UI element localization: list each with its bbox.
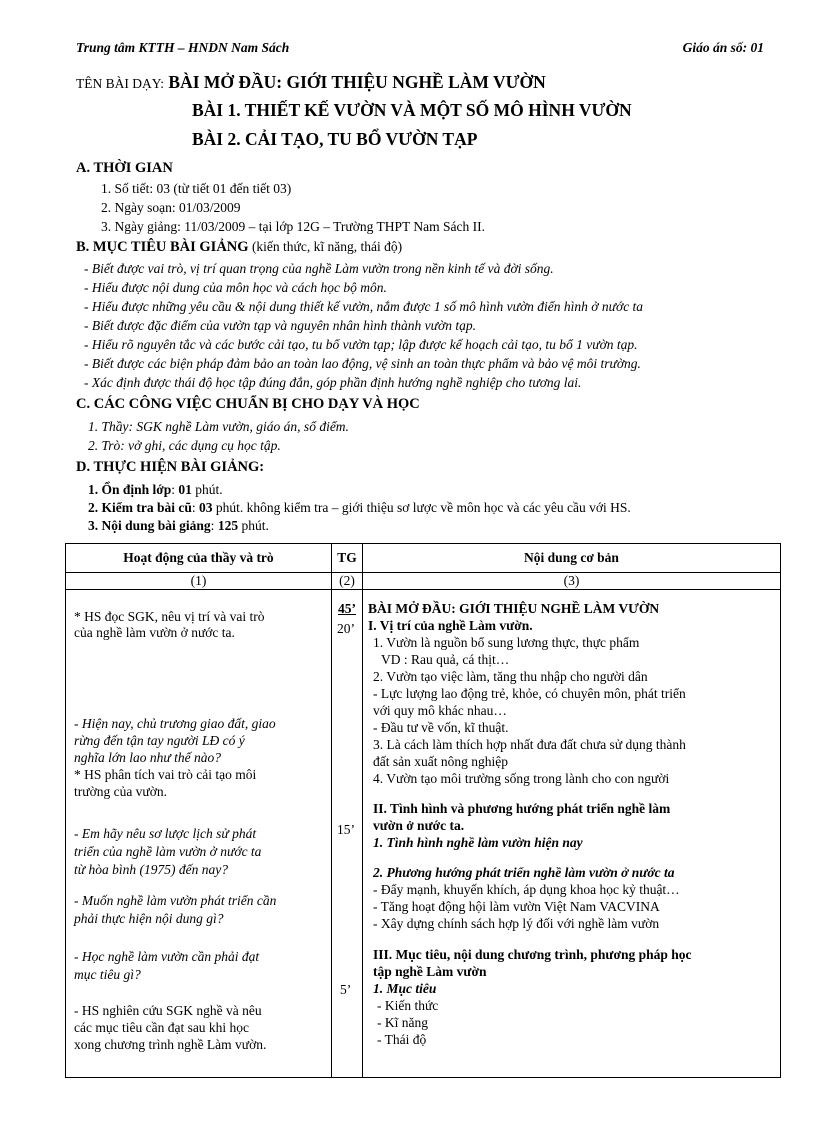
activity-line: - HS nghiên cứu SGK nghề và nêu bbox=[74, 1003, 262, 1018]
title-main-1: BÀI MỞ ĐẦU: GIỚI THIỆU NGHỀ LÀM VƯỜN bbox=[168, 72, 546, 92]
title-line-3: BÀI 2. CẢI TẠO, TU BỔ VƯỜN TẠP bbox=[192, 129, 478, 149]
section-b-heading-note: (kiến thức, kĩ năng, thái độ) bbox=[251, 239, 403, 254]
content-line: - Đầu tư về vốn, kĩ thuật. bbox=[373, 720, 509, 735]
content-line: 1. Vườn là nguồn bổ sung lương thực, thực phẩm bbox=[373, 635, 640, 650]
activity-line: mục tiêu gì? bbox=[74, 967, 141, 982]
content-line: - Thái độ bbox=[377, 1032, 427, 1047]
preparation-item: 2. Trò: vở ghi, các dụng cụ học tập. bbox=[88, 438, 281, 453]
section-a-item: 2. Ngày soạn: 01/03/2009 bbox=[101, 200, 241, 215]
content-line: tập nghề Làm vườn bbox=[373, 964, 487, 979]
header-time: TG bbox=[332, 544, 363, 573]
procedure-label: 1. Ổn định lớp bbox=[88, 482, 172, 497]
content-line: - Đẩy mạnh, khuyến khích, áp dụng khoa học kỷ thuật… bbox=[373, 882, 680, 897]
procedure-sep: : bbox=[191, 500, 200, 515]
objective-item: - Biết được đặc điểm của vườn tạp và nguyên nhân hình thành vườn tạp. bbox=[84, 318, 476, 333]
activity-line: triển của nghề làm vườn ở nước ta bbox=[74, 844, 262, 859]
activity-line: từ hòa bình (1975) đến nay? bbox=[74, 862, 228, 877]
activities-cell bbox=[66, 590, 332, 1078]
header-activities: Hoạt động của thầy và trò bbox=[66, 544, 332, 573]
procedure-minutes: 125 bbox=[217, 518, 239, 533]
activity-line: - Em hãy nêu sơ lược lịch sử phát bbox=[74, 826, 257, 841]
section-a-item: 3. Ngày giảng: 11/03/2009 – tại lớp 12G – Trường THPT Nam Sách II. bbox=[101, 219, 485, 234]
activity-line: * HS đọc SGK, nêu vị trí và vai trò bbox=[74, 609, 265, 624]
time-value: 15’ bbox=[337, 822, 355, 837]
procedure-item-1 bbox=[88, 482, 223, 498]
title-line-2: BÀI 1. THIẾT KẾ VƯỜN VÀ MỘT SỐ MÔ HÌNH VƯỜN bbox=[192, 100, 632, 120]
time-value: 5’ bbox=[340, 982, 352, 997]
objective-item: - Biết được vai trò, vị trí quan trọng của nghề Làm vườn trong nền kinh tế và đời sống. bbox=[84, 261, 554, 276]
table-number-row bbox=[66, 573, 781, 590]
content-line: - Xây dựng chính sách hợp lý đối với nghề làm vườn bbox=[373, 916, 660, 931]
procedure-text: phút. bbox=[191, 482, 223, 497]
content-line: 2. Vườn tạo việc làm, tăng thu nhập cho người dân bbox=[373, 669, 648, 684]
section-b-heading-line bbox=[76, 239, 402, 256]
section-d-heading: D. THỰC HIỆN BÀI GIẢNG: bbox=[76, 459, 265, 475]
objective-item: - Xác định được thái độ học tập đúng đắn, góp phần định hướng nghề nghiệp cho tương lai. bbox=[84, 375, 582, 390]
objective-item: - Hiểu được nội dung của môn học và cách học bộ môn. bbox=[84, 280, 387, 295]
activity-line: - Muốn nghề làm vườn phát triển cần bbox=[74, 893, 277, 908]
activity-line: rừng đến tận tay người LĐ có ý bbox=[74, 733, 245, 748]
content-line: - Kĩ năng bbox=[377, 1015, 428, 1030]
activity-line: các mục tiêu cần đạt sau khi học bbox=[74, 1020, 250, 1035]
content-line: vườn ở nước ta. bbox=[373, 818, 465, 833]
time-total: 45’ bbox=[338, 601, 356, 616]
title-prefix: TÊN BÀI DẠY: bbox=[76, 76, 165, 91]
content-line: 1. Tình hình nghề làm vườn hiện nay bbox=[373, 835, 583, 850]
procedure-sep: : bbox=[171, 482, 179, 497]
procedure-text: phút. bbox=[238, 518, 269, 533]
procedure-item-2 bbox=[88, 500, 631, 516]
procedure-label: 3. Nội dung bài giảng bbox=[88, 518, 211, 533]
content-line: với quy mô khác nhau… bbox=[373, 703, 507, 718]
content-line: 2. Phương hướng phát triển nghề làm vườn ở nước ta bbox=[373, 865, 675, 880]
section-a-heading: A. THỜI GIAN bbox=[76, 160, 173, 176]
content-line: 4. Vườn tạo môi trường sống trong lành cho con người bbox=[373, 771, 670, 786]
activity-line: trường của vườn. bbox=[74, 784, 168, 799]
content-line: - Kiến thức bbox=[377, 998, 439, 1013]
content-line: - Tăng hoạt động hội làm vườn Việt Nam VACVINA bbox=[373, 899, 660, 914]
content-line: BÀI MỞ ĐẦU: GIỚI THIỆU NGHỀ LÀM VƯỜN bbox=[368, 601, 660, 616]
table-body-row bbox=[66, 590, 781, 1078]
activity-line: * HS phân tích vai trò cải tạo môi bbox=[74, 767, 257, 782]
header-content: Nội dung cơ bản bbox=[363, 544, 781, 573]
content-line: - Lực lượng lao động trẻ, khỏe, có chuyên môn, phát triển bbox=[373, 686, 686, 701]
activity-line: - Hiện nay, chủ trương giao đất, giao bbox=[74, 716, 276, 731]
lesson-table bbox=[65, 543, 781, 1078]
column-number: (1) bbox=[66, 573, 332, 590]
procedure-label: 2. Kiểm tra bài cũ bbox=[88, 500, 192, 515]
activity-line: xong chương trình nghề Làm vườn. bbox=[74, 1037, 267, 1052]
content-line: 3. Là cách làm thích hợp nhất đưa đất chưa sử dụng thành bbox=[373, 737, 686, 752]
activity-line: của nghề làm vườn ở nước ta. bbox=[74, 625, 235, 640]
table-header-row bbox=[66, 544, 781, 573]
preparation-item: 1. Thầy: SGK nghề Làm vườn, giáo án, sổ điểm. bbox=[88, 419, 349, 434]
time-value: 20’ bbox=[337, 621, 355, 636]
section-b-heading: B. MỤC TIÊU BÀI GIẢNG bbox=[76, 239, 249, 255]
content-line: VD : Rau quả, cá thịt… bbox=[381, 652, 510, 667]
activity-line: nghĩa lớn lao như thế nào? bbox=[74, 750, 221, 765]
procedure-item-3 bbox=[88, 518, 269, 534]
content-line: III. Mục tiêu, nội dung chương trình, phương pháp học bbox=[373, 947, 692, 962]
procedure-minutes: 03 bbox=[199, 500, 213, 515]
column-number: (2) bbox=[332, 573, 363, 590]
time-cell bbox=[332, 590, 363, 1078]
column-number: (3) bbox=[363, 573, 781, 590]
objective-item: - Hiểu rõ nguyên tắc và các bước cải tạo, tu bổ vườn tạp; lập được kế hoạch cải tạo, tu bổ 1 vườn tạp. bbox=[84, 337, 638, 352]
content-cell bbox=[363, 590, 781, 1078]
procedure-sep: : bbox=[210, 518, 218, 533]
content-line: đất sản xuất nông nghiệp bbox=[373, 754, 508, 769]
section-a-item: 1. Số tiết: 03 (từ tiết 01 đến tiết 03) bbox=[101, 181, 292, 196]
content-line: 1. Mục tiêu bbox=[373, 981, 437, 996]
header-lesson-number: Giáo án số: 01 bbox=[682, 40, 764, 55]
objective-item: - Hiểu được những yêu cầu & nội dung thiết kế vườn, nắm được 1 số mô hình vườn điển hình ở nước ta bbox=[84, 299, 644, 314]
content-line: I. Vị trí của nghề Làm vườn. bbox=[368, 618, 533, 633]
title-line-1 bbox=[76, 72, 546, 93]
header-center-name: Trung tâm KTTH – HNDN Nam Sách bbox=[76, 40, 290, 55]
content-line: II. Tình hình và phương hướng phát triển nghề làm bbox=[373, 801, 671, 816]
activity-line: - Học nghề làm vườn cần phải đạt bbox=[74, 949, 260, 964]
objective-item: - Biết được các biện pháp đảm bảo an toàn lao động, vệ sinh an toàn thực phẩm và bảo vệ môi trường. bbox=[84, 356, 641, 371]
activity-line: phải thực hiện nội dung gì? bbox=[74, 911, 224, 926]
procedure-text: phút. không kiểm tra – giới thiệu sơ lược về môn học và các yêu cầu với HS. bbox=[212, 500, 631, 515]
section-c-heading: C. CÁC CÔNG VIỆC CHUẨN BỊ CHO DẠY VÀ HỌC bbox=[76, 396, 420, 412]
procedure-minutes: 01 bbox=[178, 482, 192, 497]
